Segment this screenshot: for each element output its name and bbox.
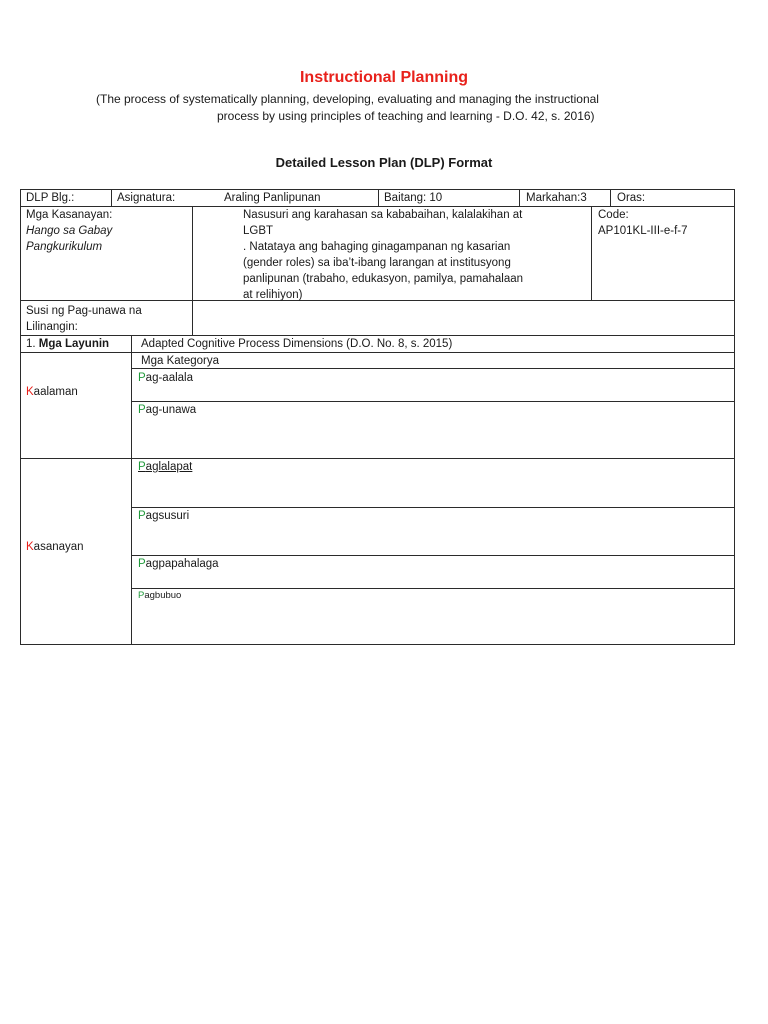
kasanayan-rest: asanayan	[33, 541, 84, 553]
pagbubuo-label	[138, 589, 181, 603]
cell-pag-unawa	[131, 401, 735, 459]
cell-pagbubuo	[131, 588, 735, 645]
kasanayan-text-line: Nasusuri ang karahasan sa kababaihan, kalalakihan at	[243, 209, 523, 221]
paglalapat-label	[138, 459, 192, 475]
adapted-label: Adapted Cognitive Process Dimensions (D.O. No. 8, s. 2015)	[141, 338, 453, 350]
baitang-label: Baitang: 10	[384, 192, 443, 204]
layunin-number: 1.	[26, 338, 36, 350]
cell-paglalapat	[131, 458, 735, 508]
code-value: AP101KL-III-e-f-7	[598, 225, 688, 237]
kaalaman-initial: K	[26, 386, 34, 398]
kaalaman-rest: aalaman	[33, 386, 78, 398]
susi-label-1: Susi ng Pag-unawa na	[26, 305, 142, 317]
cell-kaalaman	[20, 352, 132, 459]
pag-aalala-initial: P	[138, 372, 146, 384]
cell-pagpapahalaga	[131, 555, 735, 589]
kasanayan-text-line: panlipunan (trabaho, edukasyon, pamilya, pamahalaan	[243, 273, 524, 285]
kaalaman-label	[26, 384, 78, 400]
susi-label-2: Lilinangin:	[26, 321, 78, 333]
kasanayan-text-line: (gender roles) sa iba’t-ibang larangan at institusyong	[243, 257, 511, 269]
kasanayan-text-line: at relihiyon)	[243, 289, 303, 301]
page-title: Instructional Planning	[299, 69, 468, 86]
asignatura-value: Araling Panlipunan	[224, 192, 321, 204]
code-label: Code:	[598, 209, 629, 221]
kasanayan-domain-label	[26, 539, 84, 555]
kasanayan-initial: K	[26, 541, 34, 553]
pagpapahalaga-initial: P	[138, 558, 146, 570]
kasanayan-text-line: LGBT	[243, 225, 274, 237]
cell-kategorya	[131, 352, 735, 369]
paglalapat-initial: P	[138, 461, 146, 473]
pag-unawa-initial: P	[138, 404, 146, 416]
pagbubuo-rest: agbubuo	[144, 590, 182, 601]
cell-pag-aalala	[131, 368, 735, 402]
paglalapat-rest: aglalapat	[145, 461, 193, 473]
kasanayan-source-1: Hango sa Gabay	[26, 225, 113, 237]
pagpapahalaga-label	[138, 556, 219, 572]
subtitle-line-1: (The process of systematically planning, developing, evaluating and managing the instructional	[96, 92, 599, 106]
pagbubuo-initial: P	[138, 590, 145, 601]
layunin-title: Mga Layunin	[38, 338, 110, 350]
kasanayan-text-line: . Natataya ang bahaging ginagampanan ng kasarian	[243, 241, 511, 253]
oras-label: Oras:	[617, 192, 646, 204]
dlp-label: DLP Blg.:	[26, 192, 75, 204]
subtitle-line-2: process by using principles of teaching and learning - D.O. 42, s. 2016)	[217, 109, 595, 123]
cell-susi-value	[192, 300, 735, 336]
kasanayan-label: Mga Kasanayan:	[26, 209, 113, 221]
markahan-label: Markahan:3	[526, 192, 587, 204]
format-heading: Detailed Lesson Plan (DLP) Format	[275, 155, 493, 170]
pag-unawa-label	[138, 402, 196, 418]
asignatura-label: Asignatura:	[117, 192, 176, 204]
pagpapahalaga-rest: agpapahalaga	[145, 558, 219, 570]
cell-pagsusuri	[131, 507, 735, 556]
kasanayan-source-2: Pangkurikulum	[26, 241, 103, 253]
pag-aalala-label	[138, 370, 193, 386]
layunin-label	[26, 336, 109, 352]
kategorya-label: Mga Kategorya	[141, 355, 219, 367]
pag-unawa-rest: ag-unawa	[145, 404, 197, 416]
pagsusuri-rest: agsusuri	[145, 510, 190, 522]
pag-aalala-rest: ag-aalala	[145, 372, 193, 384]
pagsusuri-initial: P	[138, 510, 146, 522]
pagsusuri-label	[138, 508, 189, 524]
